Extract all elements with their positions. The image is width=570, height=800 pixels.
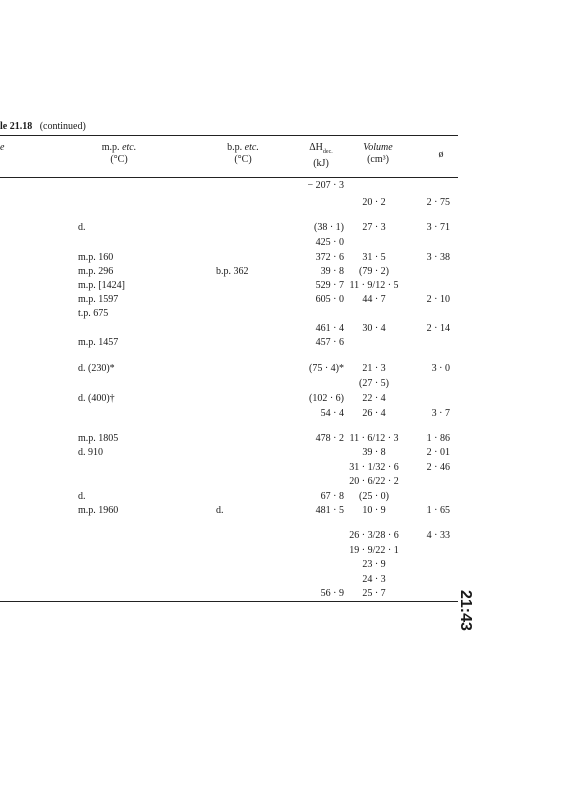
table-cell-mp: m.p. 1805 <box>78 433 119 444</box>
table-cell-vol: 19 · 9/22 · 1 <box>349 545 399 556</box>
header-melting-point: m.p. etc. (°C) <box>101 142 137 165</box>
table-cell-vol: 27 · 3 <box>362 222 386 233</box>
table-cell-mp: d. (400)† <box>78 393 115 404</box>
table-cell-mp: m.p. 296 <box>78 266 114 277</box>
table-cell-mp: m.p. 160 <box>78 252 114 263</box>
table-cell-phi: 3 · 7 <box>431 408 450 419</box>
table-cell-vol: 10 · 9 <box>362 505 386 516</box>
table-caption <box>0 121 86 132</box>
table-cell-vol: 11 · 6/12 · 3 <box>349 433 399 444</box>
table-cell-dh: − 207 · 3 <box>307 180 344 191</box>
table-cell-phi: 3 · 71 <box>426 222 450 233</box>
header-boiling-point: b.p. etc. (°C) <box>227 142 259 165</box>
table-cell-vol: 30 · 4 <box>362 323 386 334</box>
table-cell-dh: 56 · 9 <box>320 588 344 599</box>
table-cell-vol: 31 · 5 <box>362 252 386 263</box>
table-cell-vol: 20 · 2 <box>362 197 386 208</box>
table-cell-dh: 605 · 0 <box>315 294 344 305</box>
table-cell-phi: 2 · 01 <box>426 447 450 458</box>
table-cell-dh: 54 · 4 <box>320 408 344 419</box>
table-cell-dh: 67 · 8 <box>320 491 344 502</box>
header-volume: Volume (cm³) <box>363 142 393 165</box>
table-cell-vol: 26 · 4 <box>362 408 386 419</box>
table-cell-phi: 1 · 65 <box>426 505 450 516</box>
table-cell-phi: 2 · 14 <box>426 323 450 334</box>
table-cell-mp: m.p. 1597 <box>78 294 119 305</box>
table-cell-dh: (75 · 4)* <box>309 363 344 374</box>
table-cell-mp: t.p. 675 <box>78 308 109 319</box>
table-cell-mp: m.p. 1960 <box>78 505 119 516</box>
table-cell-vol: 22 · 4 <box>362 393 386 404</box>
table-cell-phi: 3 · 0 <box>431 363 450 374</box>
table-cell-vol: 24 · 3 <box>362 574 386 585</box>
table-bottom-rule <box>0 601 458 602</box>
table-cell-mp: d. <box>78 222 86 233</box>
table-cell-dh: 461 · 4 <box>315 323 344 334</box>
table-cell-dh: (102 · 6) <box>309 393 344 404</box>
header-phi: ø <box>438 149 444 160</box>
table-cell-dh: 372 · 6 <box>315 252 344 263</box>
page-number: 21:43 <box>457 590 474 631</box>
table-cell-dh: 457 · 6 <box>315 337 344 348</box>
table-cell-mp: d. 910 <box>78 447 103 458</box>
table-cell-vol: 23 · 9 <box>362 559 386 570</box>
table-cell-vol: 11 · 9/12 · 5 <box>349 280 399 291</box>
table-cell-vol: (25 · 0) <box>359 491 389 502</box>
table-cell-vol: 25 · 7 <box>362 588 386 599</box>
table-cell-dh: 425 · 0 <box>315 237 344 248</box>
table-cell-vol: 20 · 6/22 · 2 <box>349 476 399 487</box>
table-cell-phi: 2 · 46 <box>426 462 450 473</box>
table-label: le 21.18 <box>0 121 33 132</box>
table-cell-vol: 44 · 7 <box>362 294 386 305</box>
table-top-rule <box>0 135 458 136</box>
table-cell-phi: 2 · 75 <box>426 197 450 208</box>
table-cell-mp: d. (230)* <box>78 363 115 374</box>
table-cell-vol: 39 · 8 <box>362 447 386 458</box>
table-caption-note: (continued) <box>39 121 86 132</box>
header-first-column-fragment: e <box>0 142 5 153</box>
table-cell-phi: 3 · 38 <box>426 252 450 263</box>
table-cell-vol: 26 · 3/28 · 6 <box>349 530 399 541</box>
table-cell-mp: m.p. [1424] <box>78 280 125 291</box>
table-cell-dh: 529 · 7 <box>315 280 344 291</box>
table-cell-mp: m.p. 1457 <box>78 337 119 348</box>
table-cell-phi: 4 · 33 <box>426 530 450 541</box>
table-cell-vol: 21 · 3 <box>362 363 386 374</box>
header-enthalpy-decomposition: $\Delta H_{dec.}$ (kJ) <box>309 142 333 169</box>
table-cell-dh: 478 · 2 <box>315 433 344 444</box>
table-cell-bp: d. <box>216 505 224 516</box>
table-cell-phi: 1 · 86 <box>426 433 450 444</box>
table-cell-bp: b.p. 362 <box>216 266 249 277</box>
table-cell-vol: (79 · 2) <box>359 266 389 277</box>
table-cell-vol: 31 · 1/32 · 6 <box>349 462 399 473</box>
table-cell-mp: d. <box>78 491 86 502</box>
table-cell-dh: 481 · 5 <box>315 505 344 516</box>
table-cell-vol: (27 · 5) <box>359 378 389 389</box>
table-header-rule <box>0 177 458 178</box>
table-cell-dh: 39 · 8 <box>320 266 344 277</box>
table-cell-phi: 2 · 10 <box>426 294 450 305</box>
table-cell-dh: (38 · 1) <box>314 222 344 233</box>
